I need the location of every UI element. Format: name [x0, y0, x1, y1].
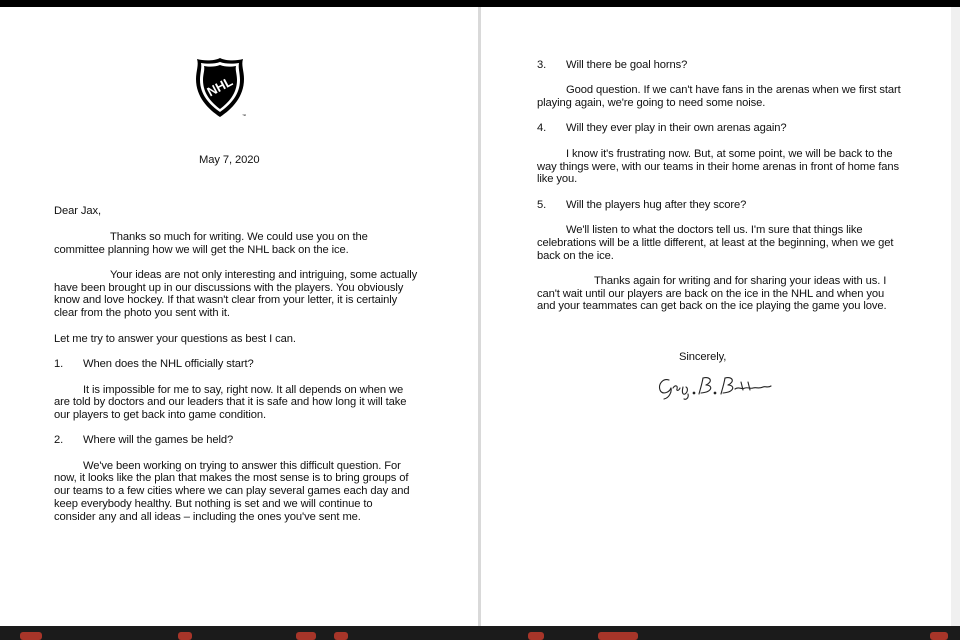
salutation: Dear Jax,	[54, 205, 101, 217]
intro-line: Let me try to answer your questions as best I can.	[54, 333, 296, 345]
answer-4-line-3: like you.	[537, 173, 578, 185]
top-bar	[0, 0, 960, 7]
paragraph-2-line-3: know and love hockey. If that wasn't clear from your letter, it is certainly	[54, 294, 398, 306]
closing-line-3: and your teammates can get back on the ice playing the game you love.	[537, 300, 887, 312]
question-1: When does the NHL officially start?	[83, 358, 254, 370]
paragraph-2-line-4: clear from the photo you sent with it.	[54, 307, 230, 319]
question-2: Where will the games be held?	[83, 434, 234, 446]
bottom-strip-mark	[528, 632, 544, 640]
answer-1-line-1: It is impossible for me to say, right now. It all depends on when we	[83, 384, 404, 396]
answer-2-line-3: our teams to a few cities where we can play several games each day and	[54, 485, 410, 497]
bottom-strip-mark	[296, 632, 316, 640]
question-3-number: 3.	[537, 59, 547, 71]
bottom-strip-mark	[334, 632, 348, 640]
question-5: Will the players hug after they score?	[566, 199, 747, 211]
answer-4-line-2: way things were, with our teams in their home arenas in front of home fans	[537, 161, 899, 173]
bottom-strip-mark	[20, 632, 42, 640]
letter-date: May 7, 2020	[199, 154, 260, 166]
bottom-strip	[0, 626, 960, 640]
signature	[655, 372, 775, 402]
answer-5-line-1: We'll listen to what the doctors tell us. I'm sure that things like	[566, 224, 863, 236]
svg-text:™: ™	[242, 113, 246, 118]
answer-4-line-1: I know it's frustrating now. But, at some point, we will be back to the	[566, 148, 893, 160]
answer-1-line-2: are told by doctors and our leaders that it is safe and how long it will take	[54, 396, 407, 408]
question-3: Will there be goal horns?	[566, 59, 688, 71]
answer-5-line-2: celebrations will be a little different, at least at the beginning, when we get	[537, 237, 894, 249]
nhl-logo	[194, 57, 246, 119]
signoff: Sincerely,	[679, 351, 727, 363]
paragraph-1-line-2: committee planning how we will get the NHL back on the ice.	[54, 244, 349, 256]
answer-1-line-3: our players to get back into game condition.	[54, 409, 267, 421]
paragraph-2-line-1: Your ideas are not only interesting and intriguing, some actually	[110, 269, 418, 281]
question-4: Will they ever play in their own arenas again?	[566, 122, 787, 134]
closing-line-2: can't wait until our players are back on the ice in the NHL and when you	[537, 288, 885, 300]
bottom-strip-mark	[598, 632, 638, 640]
answer-2-line-4: keep everybody healthy. But nothing is set and we will continue to	[54, 498, 373, 510]
answer-3-line-1: Good question. If we can't have fans in the arenas when we first start	[566, 84, 901, 96]
question-5-number: 5.	[537, 199, 547, 211]
answer-2-line-1: We've been working on trying to answer this difficult question. For	[83, 460, 401, 472]
question-2-number: 2.	[54, 434, 64, 446]
answer-2-line-5: consider any and all ideas – including the ones you've sent me.	[54, 511, 361, 523]
answer-2-line-2: now, it looks like the plan that makes the most sense is to bring groups of	[54, 472, 409, 484]
closing-line-1: Thanks again for writing and for sharing your ideas with us. I	[594, 275, 887, 287]
scrollbar[interactable]	[951, 7, 960, 626]
paragraph-2-line-2: have been brought up in our discussions with the players. You obviously	[54, 282, 404, 294]
bottom-strip-mark	[930, 632, 948, 640]
question-4-number: 4.	[537, 122, 547, 134]
paragraph-1-line-1: Thanks so much for writing. We could use you on the	[110, 231, 368, 243]
answer-3-line-2: playing again, we're going to need some noise.	[537, 97, 766, 109]
bottom-strip-mark	[178, 632, 192, 640]
answer-5-line-3: back on the ice.	[537, 250, 614, 262]
nhl-logo-text: NHL	[204, 73, 236, 100]
question-1-number: 1.	[54, 358, 64, 370]
